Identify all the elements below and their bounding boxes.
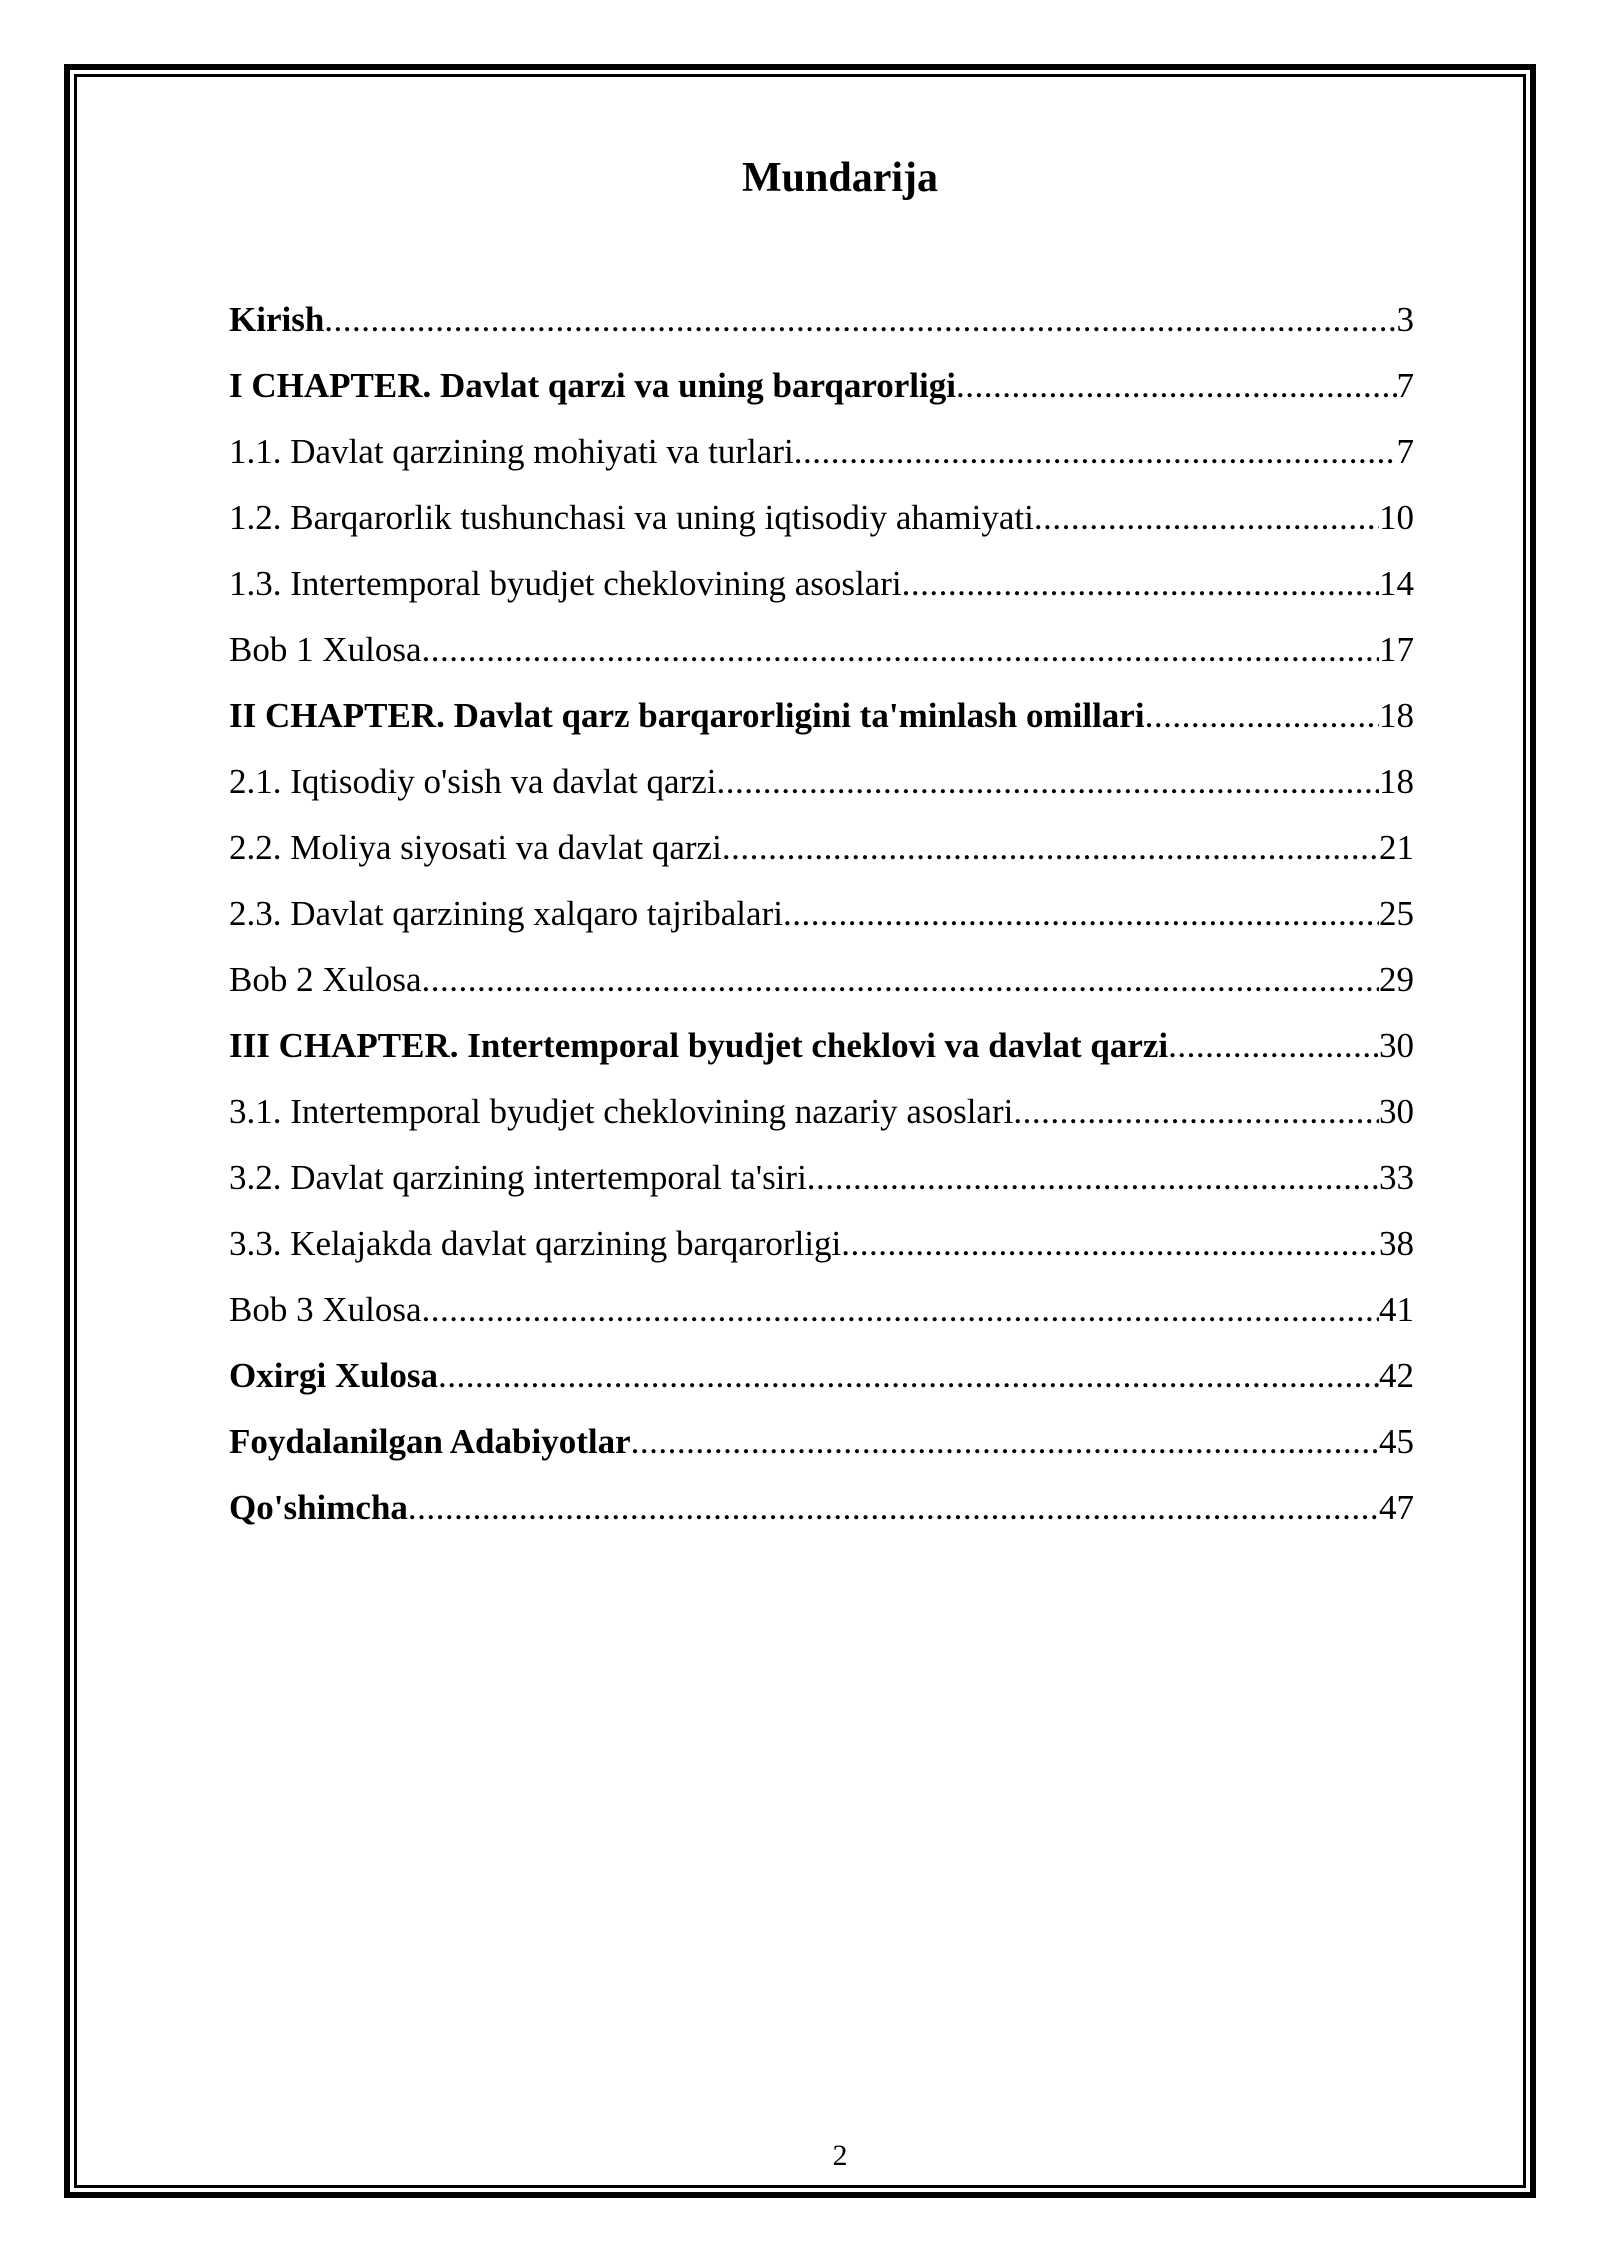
toc-entry[interactable] [229,886,1414,952]
toc-entry-title: II CHAPTER. Davlat qarz barqarorligini ta'minlash omillari [229,696,1145,735]
toc-dot-leader [902,556,1379,612]
toc-entry-page: 25 [1379,894,1414,933]
toc-entry[interactable] [229,1348,1414,1414]
toc-entry[interactable] [229,424,1414,490]
toc-entry[interactable] [229,622,1414,688]
toc-entry-page: 41 [1379,1290,1414,1329]
toc-entry-page: 29 [1379,960,1414,999]
toc-entry[interactable] [229,490,1414,556]
toc-entry-page: 10 [1379,498,1414,537]
toc-dot-leader [841,1216,1379,1272]
toc-entry-title: 2.3. Davlat qarzining xalqaro tajribalari [229,894,783,933]
toc-dot-leader [1034,490,1379,546]
toc-dot-leader [1145,688,1379,744]
toc-entry[interactable] [229,754,1414,820]
toc-entry-title: 3.1. Intertemporal byudjet cheklovining nazariy asoslari [229,1092,1014,1131]
toc-entry-title: Bob 2 Xulosa [229,960,422,999]
table-of-contents [229,292,1414,1546]
toc-dot-leader [1168,1018,1379,1074]
toc-entry-page: 30 [1379,1026,1414,1065]
toc-entry-title: Foydalanilgan Adabiyotlar [229,1422,631,1461]
toc-entry[interactable] [229,1018,1414,1084]
toc-entry-page: 45 [1379,1422,1414,1461]
toc-dot-leader [716,754,1379,810]
toc-entry[interactable] [229,358,1414,424]
toc-entry-page: 17 [1379,630,1414,669]
toc-dot-leader [783,886,1379,942]
toc-entry-page: 21 [1379,828,1414,867]
toc-entry-title: 2.1. Iqtisodiy o'sish va davlat qarzi [229,762,717,801]
toc-entry[interactable] [229,952,1414,1018]
toc-entry[interactable] [229,556,1414,622]
toc-dot-leader [422,1282,1380,1338]
toc-entry[interactable] [229,1150,1414,1216]
toc-entry-page: 14 [1379,564,1414,603]
toc-entry-title: Oxirgi Xulosa [229,1356,439,1395]
toc-entry-page: 7 [1396,366,1414,405]
toc-dot-leader [722,820,1379,876]
toc-entry-page: 3 [1396,300,1414,339]
toc-entry-title: Kirish [229,300,325,339]
toc-entry-page: 47 [1379,1488,1414,1527]
toc-dot-leader [422,952,1380,1008]
toc-dot-leader [956,358,1397,414]
toc-entry-title: 1.2. Barqarorlik tushunchasi va uning iqtisodiy ahamiyati [229,498,1034,537]
toc-entry-title: I CHAPTER. Davlat qarzi va uning barqarorligi [229,366,956,405]
toc-entry-title: Qo'shimcha [229,1488,408,1527]
toc-entry[interactable] [229,820,1414,886]
toc-entry-page: 33 [1379,1158,1414,1197]
toc-entry-title: 1.1. Davlat qarzining mohiyati va turlari [229,432,794,471]
toc-dot-leader [807,1150,1379,1206]
toc-entry[interactable] [229,1414,1414,1480]
toc-entry[interactable] [229,1216,1414,1282]
toc-entry-page: 38 [1379,1224,1414,1263]
toc-entry-title: Bob 3 Xulosa [229,1290,422,1329]
toc-entry-title: III CHAPTER. Intertemporal byudjet cheklovi va davlat qarzi [229,1026,1169,1065]
toc-entry-page: 18 [1379,762,1414,801]
toc-dot-leader [1013,1084,1379,1140]
toc-dot-leader [438,1348,1379,1404]
toc-entry[interactable] [229,688,1414,754]
toc-entry[interactable] [229,1480,1414,1546]
toc-dot-leader [422,622,1380,678]
toc-dot-leader [794,424,1397,480]
toc-entry[interactable] [229,1084,1414,1150]
toc-heading: Mundarija [741,155,938,201]
toc-entry[interactable] [229,1282,1414,1348]
toc-entry-page: 18 [1379,696,1414,735]
toc-dot-leader [408,1480,1379,1536]
toc-entry-title: Bob 1 Xulosa [229,630,422,669]
toc-entry-title: 3.3. Kelajakda davlat qarzining barqarorligi [229,1224,842,1263]
toc-entry-page: 7 [1396,432,1414,471]
toc-entry-title: 3.2. Davlat qarzining intertemporal ta'siri [229,1158,807,1197]
toc-entry-page: 30 [1379,1092,1414,1131]
toc-dot-leader [324,292,1396,348]
page-number: 2 [832,2139,848,2172]
toc-entry-title: 1.3. Intertemporal byudjet cheklovining asoslari [229,564,902,603]
toc-dot-leader [631,1414,1379,1470]
toc-entry-page: 42 [1379,1356,1414,1395]
toc-entry[interactable] [229,292,1414,358]
toc-entry-title: 2.2. Moliya siyosati va davlat qarzi [229,828,722,867]
